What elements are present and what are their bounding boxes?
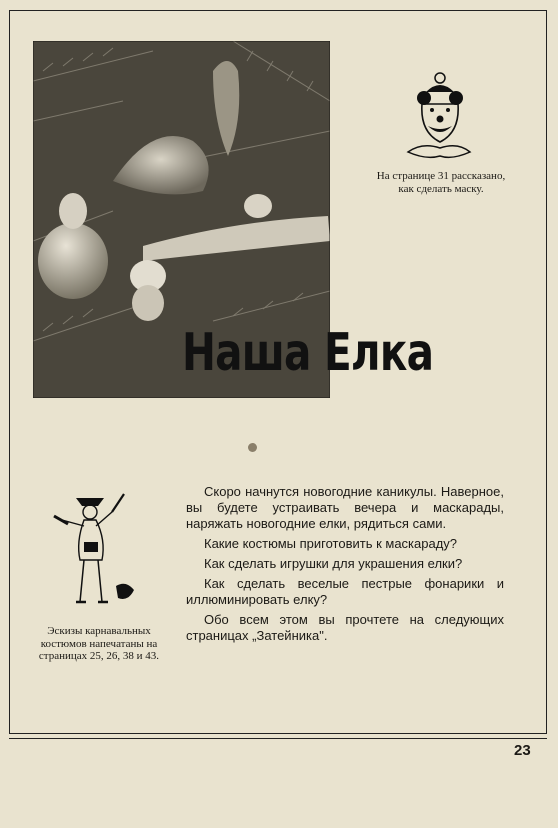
paragraph-4: Как сделать веселые пестрые фонарики и иллюминировать елку?	[186, 576, 504, 607]
page-number: 23	[514, 742, 531, 759]
body-text	[186, 484, 504, 648]
page-title: Наша Елка	[182, 323, 434, 383]
costume-figure-icon	[46, 490, 146, 615]
decorative-dot	[248, 443, 257, 452]
paragraph-1: Скоро начнутся новогодние каникулы. Наверное, вы будете устраивать вечера и маскарады, наряжать новогодние елки, рядиться сами.	[186, 484, 504, 531]
costume-note: Эскизы карнавальных костюмов напечатаны на страницах 25, 26, 38 и 43.	[38, 625, 160, 662]
clown-mask-icon	[402, 70, 474, 160]
paragraph-5: Обо всем этом вы прочтете на следующих страницах „Затейника".	[186, 612, 504, 643]
mask-note: На странице 31 рассказано, как сделать маску.	[376, 170, 506, 195]
bottom-rule	[9, 738, 547, 739]
paragraph-2: Какие костюмы приготовить к маскараду?	[204, 536, 458, 551]
paragraph-3: Как сделать игрушки для украшения елки?	[204, 556, 463, 571]
